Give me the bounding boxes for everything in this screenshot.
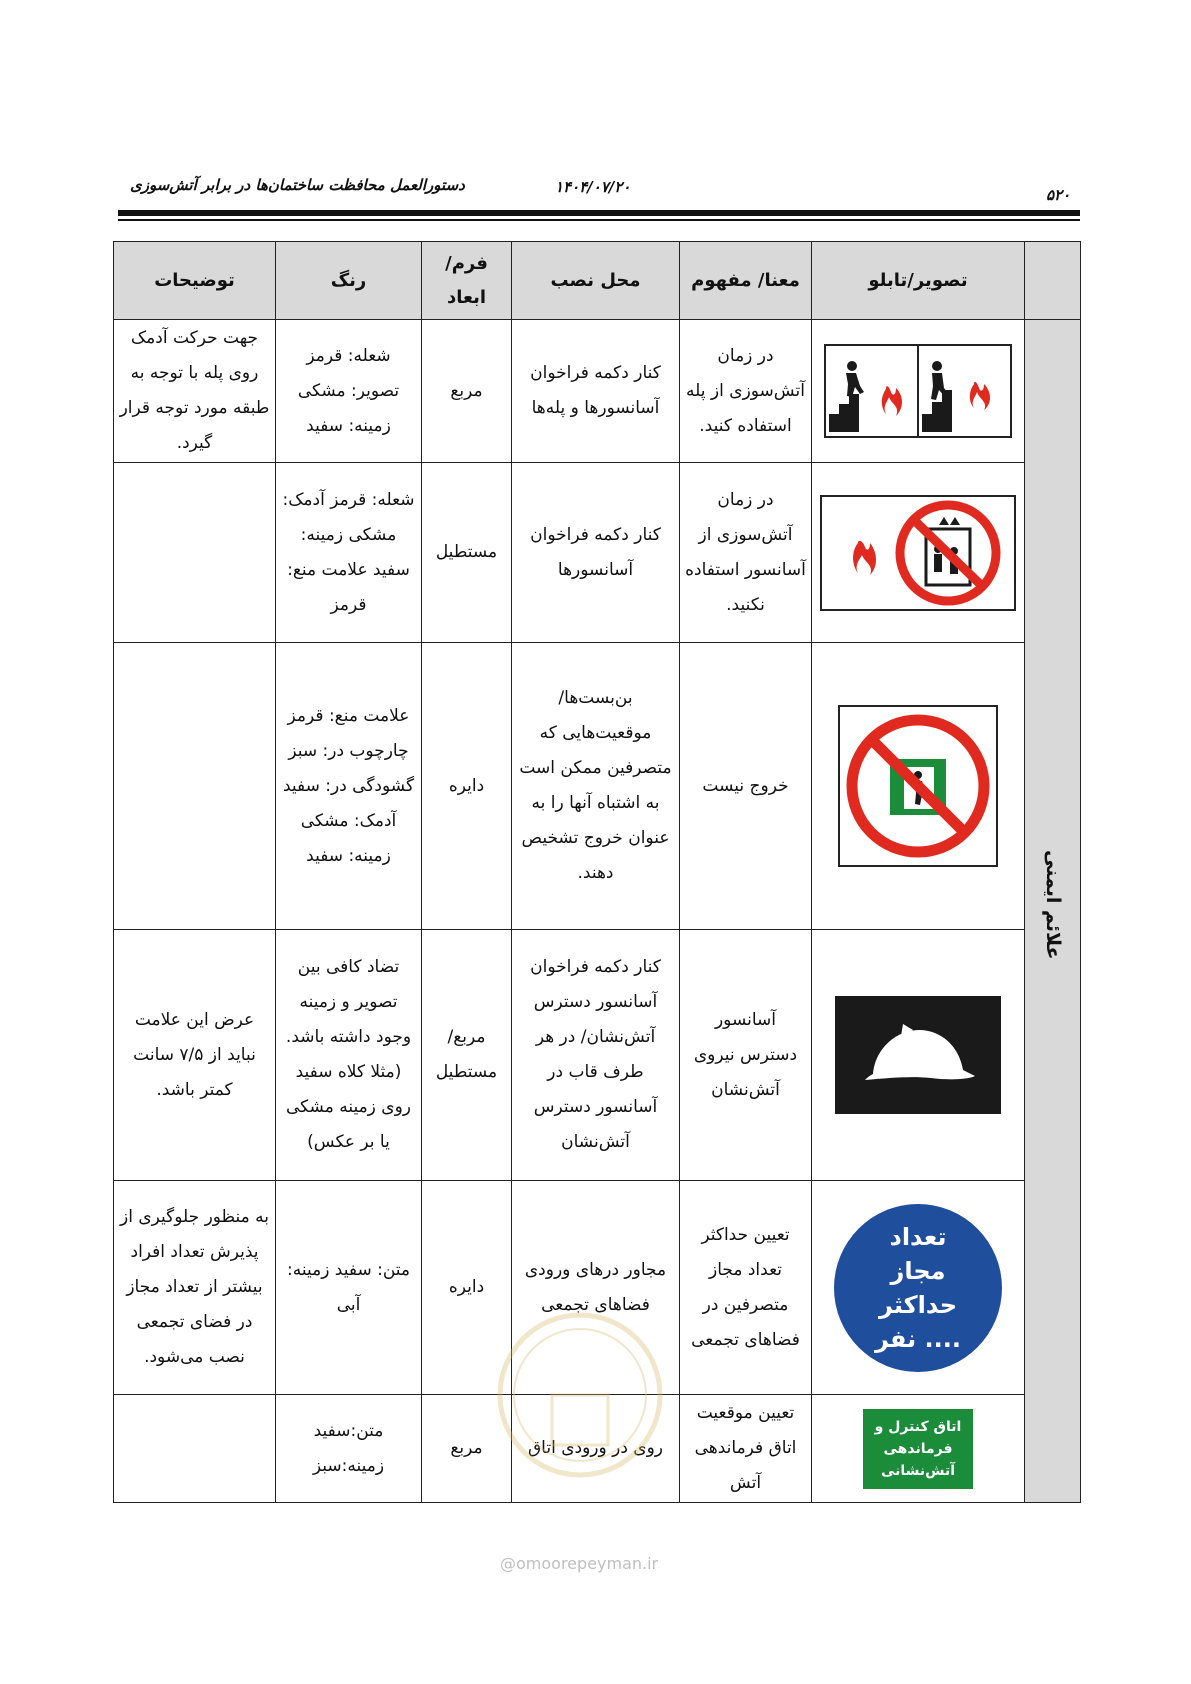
sign-cell: [812, 930, 1025, 1181]
form-cell: مربع: [422, 1395, 512, 1503]
meaning-cell: آسانسور دسترس نیروی آتش‌نشان: [680, 930, 812, 1181]
col-header-color: رنگ: [276, 242, 422, 320]
color-cell: تضاد کافی بین تصویر و زمینه وجود داشته باشد. (مثلا کلاه سفید روی زمینه مشکی یا بر عکس): [276, 930, 422, 1181]
location-cell: کنار دکمه فراخوان آسانسورها و پله‌ها: [512, 320, 680, 463]
header-rule-thin: [118, 219, 1080, 221]
col-header-notes: توضیحات: [114, 242, 276, 320]
col-header-form: فرم/ ابعاد: [422, 242, 512, 320]
col-header-location: محل نصب: [512, 242, 680, 320]
table-row: [114, 930, 1081, 1181]
table-row: [114, 463, 1081, 643]
table-header-row: [114, 242, 1081, 320]
header-date: ۱۴۰۴/۰۷/۲۰: [555, 178, 631, 196]
col-header-image: تصویر/تابلو: [812, 242, 1025, 320]
side-label: علائم ایمنی: [1042, 849, 1064, 960]
meaning-cell: در زمان آتش‌سوزی از پله استفاده کنید.: [680, 320, 812, 463]
meaning-cell: در زمان آتش‌سوزی از آسانسور استفاده نکنید.: [680, 463, 812, 643]
page-number: ۵۲۰: [1046, 186, 1071, 204]
color-cell: متن:سفید زمینه:سبز: [276, 1395, 422, 1503]
stairs-use-in-fire-sign-icon: [824, 344, 1012, 438]
meaning-cell: تعیین حداکثر تعداد مجاز متصرفین در فضاهای تجمعی: [680, 1181, 812, 1395]
sign-cell: [812, 643, 1025, 930]
max-occupancy-sign-text: تعداد مجاز حداکثر .... نفر: [874, 1222, 962, 1353]
color-cell: شعله: قرمز آدمک: مشکی زمینه: سفید علامت منع: قرمز: [276, 463, 422, 643]
no-exit-sign-icon: [838, 705, 998, 867]
side-label-cell: [1025, 320, 1081, 1503]
table-row: [114, 320, 1081, 463]
color-cell: علامت منع: قرمز چارچوب در: سبز گشودگی در: سفید آدمک: مشکی زمینه: سفید: [276, 643, 422, 930]
firefighter-helmet-sign-icon: [835, 996, 1001, 1114]
notes-cell: [114, 463, 276, 643]
watermark-url: @omoorepeyman.ir: [500, 1554, 659, 1573]
sign-cell: [812, 1181, 1025, 1395]
sign-cell: [812, 1395, 1025, 1503]
location-cell: کنار دکمه فراخوان آسانسورها: [512, 463, 680, 643]
table-row: [114, 643, 1081, 930]
no-elevator-in-fire-sign-icon: [820, 495, 1016, 611]
sign-cell: [812, 463, 1025, 643]
max-occupancy-sign-icon: [834, 1204, 1002, 1372]
color-cell: متن: سفید زمینه: آبی: [276, 1181, 422, 1395]
form-cell: مستطیل: [422, 463, 512, 643]
watermark-logo: [490, 1285, 670, 1505]
notes-cell: به منظور جلوگیری از پذیرش تعداد افراد بیشتر از تعداد مجاز در فضای تجمعی نصب می‌شود.: [114, 1181, 276, 1395]
location-cell: مجاور درهای ورودی فضاهای تجمعی: [512, 1181, 680, 1395]
form-cell: دایره: [422, 643, 512, 930]
notes-cell: عرض این علامت نباید از ۷/۵ سانت کمتر باشد.: [114, 930, 276, 1181]
fire-command-room-sign-icon: [863, 1409, 973, 1489]
header-title: دستورالعمل محافظت ساختمان‌ها در برابر آتش‌سوزی: [130, 176, 465, 194]
col-header-meaning: معنا/ مفهوم: [680, 242, 812, 320]
notes-cell: جهت حرکت آدمک روی پله با توجه به طبقه مورد توجه قرار گیرد.: [114, 320, 276, 463]
location-cell: روی در ورودی اتاق: [512, 1395, 680, 1503]
sign-cell: [812, 320, 1025, 463]
color-cell: شعله: قرمز تصویر: مشکی زمینه: سفید: [276, 320, 422, 463]
fire-command-room-sign-text: اتاق کنترل و فرماندهی آتش‌نشانی: [874, 1418, 962, 1479]
meaning-cell: تعیین موقعیت اتاق فرماندهی آتش: [680, 1395, 812, 1503]
form-cell: دایره: [422, 1181, 512, 1395]
meaning-cell: خروج نیست: [680, 643, 812, 930]
notes-cell: [114, 1395, 276, 1503]
form-cell: مربع/ مستطیل: [422, 930, 512, 1181]
form-cell: مربع: [422, 320, 512, 463]
side-header-cell: [1025, 242, 1081, 320]
notes-cell: [114, 643, 276, 930]
location-cell: بن‌بست‌ها/ موقعیت‌هایی که متصرفین ممکن است به اشتباه آنها را به عنوان خروج تشخیص دهند.: [512, 643, 680, 930]
location-cell: کنار دکمه فراخوان آسانسور دسترس آتش‌نشان/ در هر طرف قاب در آسانسور دسترس آتش‌نشان: [512, 930, 680, 1181]
header-rule-thick: [118, 210, 1080, 216]
